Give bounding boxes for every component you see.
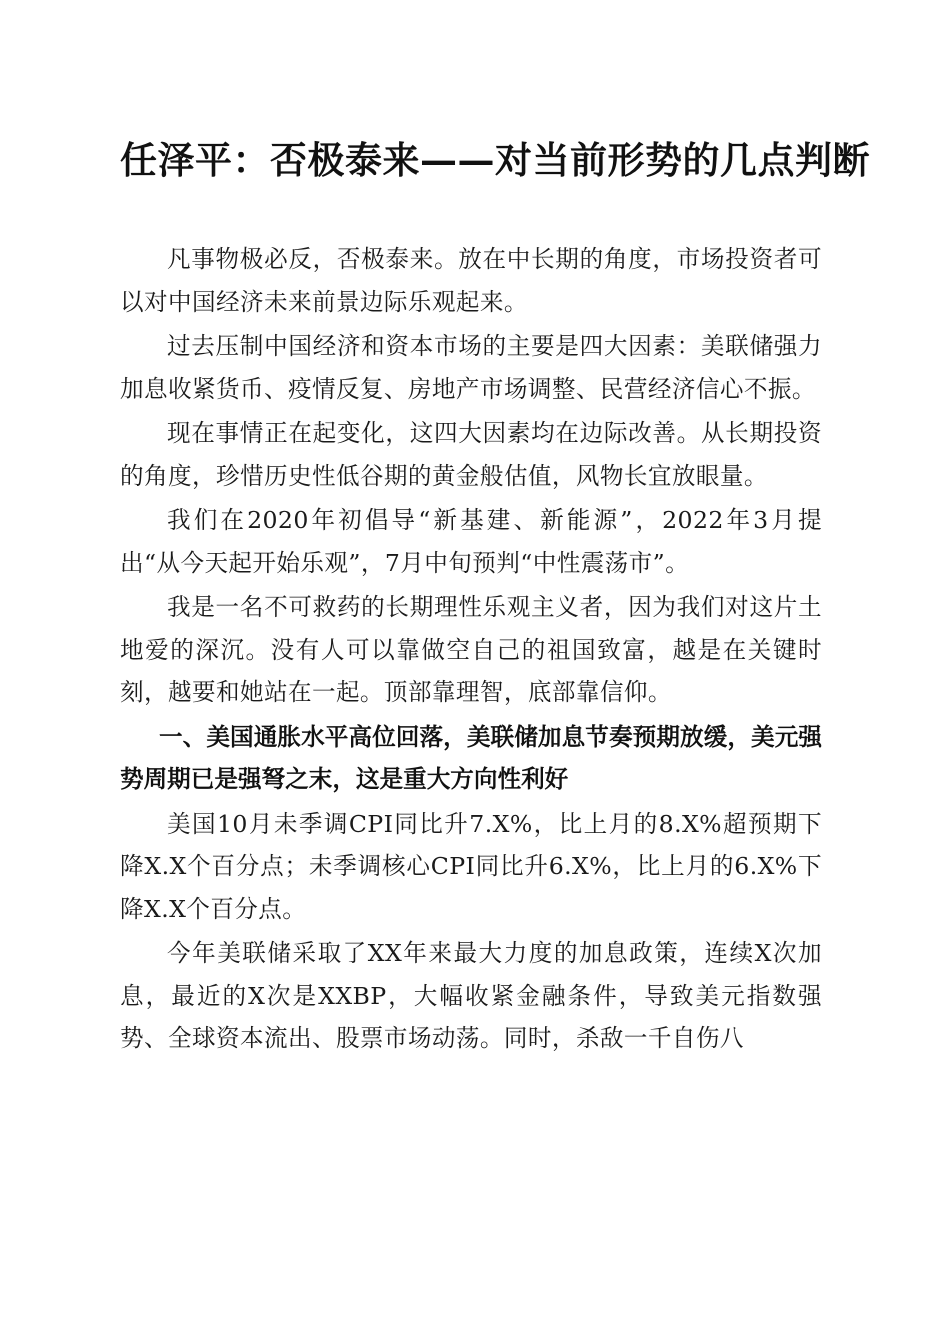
paragraph-2: 过去压制中国经济和资本市场的主要是四大因素：美联储强力加息收紧货币、疫情反复、房地产市场调整、民营经济信心不振。 [120, 332, 822, 403]
paragraph-1: 凡事物极必反，否极泰来。放在中长期的角度，市场投资者可以对中国经济未来前景边际乐观起来。 [120, 245, 822, 316]
section-heading-1: 一、美国通胀水平高位回落，美联储加息节奏预期放缓，美元强势周期已是强弩之末，这是重大方向性利好 [120, 722, 822, 793]
paragraph-5: 我是一名不可救药的长期理性乐观主义者，因为我们对这片土地爱的深沉。没有人可以靠做空自己的祖国致富，越是在关键时刻，越要和她站在一起。顶部靠理智，底部靠信仰。 [120, 593, 822, 706]
paragraph-3: 现在事情正在起变化，这四大因素均在边际改善。从长期投资的角度，珍惜历史性低谷期的黄金般估值，风物长宜放眼量。 [120, 419, 822, 490]
section-1-paragraph-2: 今年美联储采取了XX年来最大力度的加息政策，连续X次加息，最近的X次是XXBP，大幅收紧金融条件，导致美元指数强势、全球资本流出、股票市场动荡。同时，杀敌一千自伤八 [120, 939, 822, 1052]
page-title: 任泽平：否极泰来——对当前形势的几点判断 [120, 138, 870, 182]
document-body [120, 238, 822, 1060]
paragraph-4: 我们在2020年初倡导“新基建、新能源”，2022年3月提出“从今天起开始乐观”，7月中旬预判“中性震荡市”。 [120, 506, 822, 577]
section-1-paragraph-1: 美国10月未季调CPI同比升7.X%，比上月的8.X%超预期下降X.X个百分点；未季调核心CPI同比升6.X%，比上月的6.X%下降X.X个百分点。 [120, 809, 822, 923]
